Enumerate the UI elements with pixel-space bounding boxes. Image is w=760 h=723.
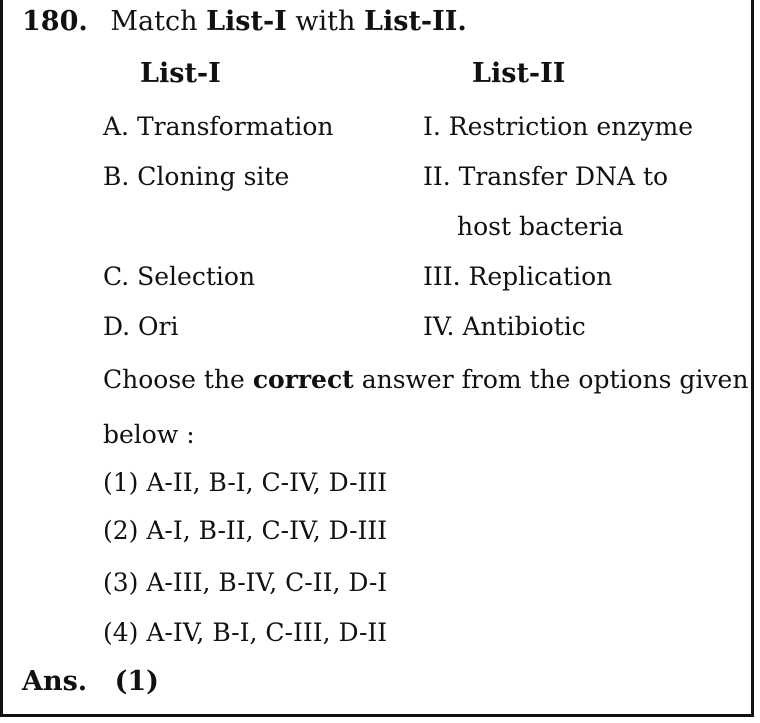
list2-header: List-II: [472, 58, 566, 89]
question-heading: [22, 6, 467, 37]
question-intro-text: Match: [110, 6, 198, 37]
instruction-bold: correct: [252, 365, 354, 394]
list2-item-ii: II. Transfer DNA to: [423, 162, 669, 191]
option-4: (4) A-IV, B-I, C-III, D-II: [103, 618, 388, 647]
instruction-line2: below :: [103, 420, 195, 449]
list1-item-a: A. Transformation: [103, 112, 334, 141]
answer-value: (1): [114, 666, 159, 697]
instruction-line1: [103, 365, 748, 394]
list1-item-d: D. Ori: [103, 312, 179, 341]
list2-item-ii-cont: host bacteria: [457, 212, 624, 241]
list1-item-c: C. Selection: [103, 262, 256, 291]
list1-item-b: B. Cloning site: [103, 162, 290, 191]
answer: [22, 666, 159, 697]
option-1: (1) A-II, B-I, C-IV, D-III: [103, 468, 388, 497]
list2-item-i: I. Restriction enzyme: [423, 112, 694, 141]
list2-item-iv: IV. Antibiotic: [423, 312, 586, 341]
question-intro-list1: List-I: [206, 6, 287, 37]
answer-label: Ans.: [22, 666, 88, 697]
question-intro-list2: List-II.: [364, 6, 467, 37]
list2-item-iii: III. Replication: [423, 262, 613, 291]
option-2: (2) A-I, B-II, C-IV, D-III: [103, 516, 388, 545]
instruction-part1: Choose the: [103, 365, 245, 394]
question-number: 180.: [22, 6, 88, 37]
option-3: (3) A-III, B-IV, C-II, D-I: [103, 568, 388, 597]
instruction-part2: answer from the options given: [361, 365, 749, 394]
question-intro-with: with: [295, 6, 356, 37]
list1-header: List-I: [140, 58, 221, 89]
